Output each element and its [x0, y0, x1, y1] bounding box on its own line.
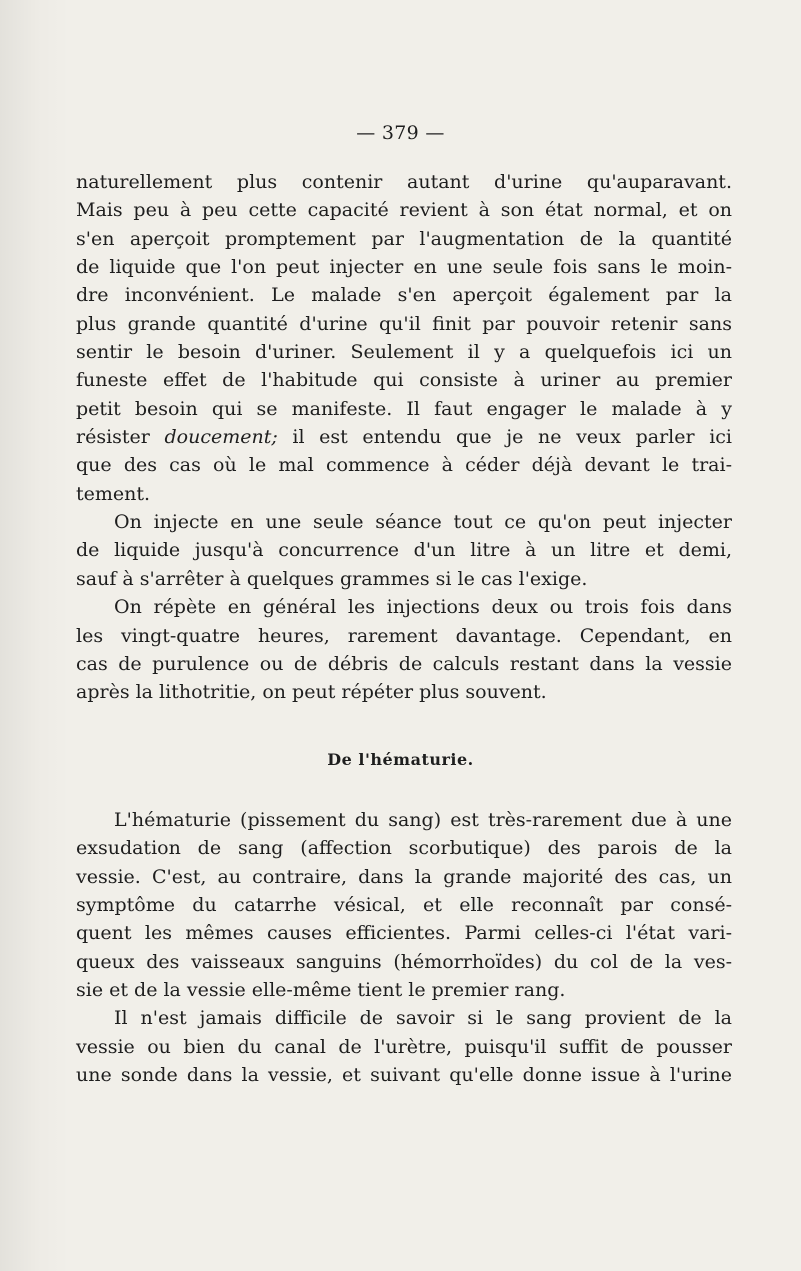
text-line: les vingt-quatre heures, rarement davantage. Cependant, en	[76, 624, 732, 647]
text-line: s'en aperçoit promptement par l'augmentation de la quantité	[76, 227, 732, 250]
text-line: naturellement plus contenir autant d'urine qu'auparavant.	[76, 171, 732, 193]
paragraph-3	[76, 593, 732, 706]
page-number: — 379 —	[356, 122, 445, 144]
text-line: de liquide jusqu'à concurrence d'un litre à un litre et demi,	[76, 539, 732, 562]
paragraph-5	[76, 1004, 732, 1089]
text-line: une sonde dans la vessie, et suivant qu'elle donne issue à l'urine	[76, 1064, 732, 1087]
text-line: quent les mêmes causes efficientes. Parmi celles-ci l'état vari-	[76, 922, 732, 945]
paragraph-1	[76, 168, 732, 508]
text-line: On injecte en une seule séance tout ce qu'on peut injecter	[114, 511, 732, 534]
paragraph-2	[76, 508, 732, 593]
paragraph-4	[76, 806, 732, 1004]
text-line: queux des vaisseaux sanguins (hémorrhoïdes) du col de la ves-	[76, 950, 732, 973]
text-line: vessie ou bien du canal de l'urètre, puisqu'il suffit de pousser	[76, 1035, 732, 1058]
text-fragment: résister	[76, 426, 165, 449]
text-fragment: il est entendu que je ne veux parler ici	[277, 426, 732, 449]
text-line: L'hématurie (pissement du sang) est très-rarement due à une	[114, 809, 732, 831]
italic-word: doucement;	[164, 426, 278, 449]
text-block-top	[76, 168, 732, 707]
text-line: sauf à s'arrêter à quelques grammes si le cas l'exige.	[76, 567, 588, 590]
text-line-italic	[76, 423, 732, 451]
section-heading: De l'hématurie.	[327, 750, 474, 769]
text-line: petit besoin qui se manifeste. Il faut engager le malade à y	[76, 397, 732, 420]
text-line: de liquide que l'on peut injecter en une seule fois sans le moin-	[76, 256, 732, 279]
text-line: vessie. C'est, au contraire, dans la grande majorité des cas, un	[76, 865, 732, 888]
text-block-bottom	[76, 806, 732, 1089]
text-line: que des cas où le mal commence à céder déjà devant le trai-	[76, 454, 732, 477]
text-line: symptôme du catarrhe vésical, et elle reconnaît par consé-	[76, 894, 732, 917]
text-line: exsudation de sang (affection scorbutique) des parois de la	[76, 837, 732, 860]
text-line: tement.	[76, 482, 151, 505]
text-line: sentir le besoin d'uriner. Seulement il y a quelquefois ici un	[76, 341, 732, 364]
text-line: après la lithotritie, on peut répéter plus souvent.	[76, 681, 547, 704]
text-line: dre inconvénient. Le malade s'en aperçoit également par la	[76, 284, 732, 307]
text-line: plus grande quantité d'urine qu'il finit par pouvoir retenir sans	[76, 312, 732, 335]
text-line: funeste effet de l'habitude qui consiste à uriner au premier	[76, 369, 732, 392]
text-line: Il n'est jamais difficile de savoir si le sang provient de la	[114, 1007, 732, 1030]
text-line: Mais peu à peu cette capacité revient à son état normal, et on	[76, 199, 732, 222]
text-line: On répète en général les injections deux ou trois fois dans	[114, 596, 732, 619]
text-line: sie et de la vessie elle-même tient le premier rang.	[76, 979, 566, 1002]
text-line: cas de purulence ou de débris de calculs restant dans la vessie	[76, 652, 732, 675]
